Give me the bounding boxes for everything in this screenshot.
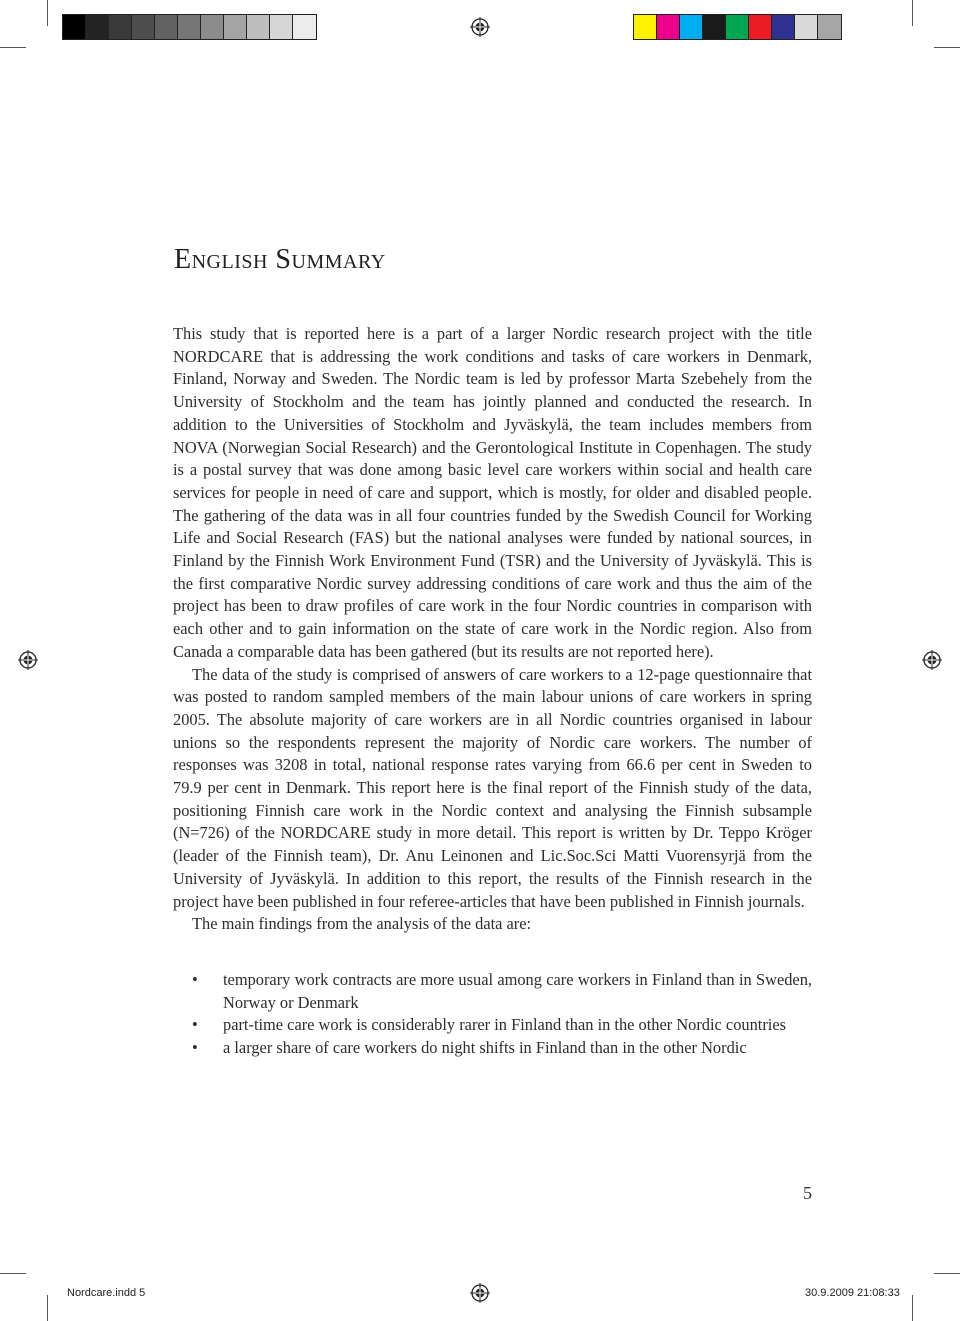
gray-swatch-5 [155, 15, 178, 39]
grayscale-color-bar [62, 14, 317, 40]
bullet-symbol: • [192, 1015, 198, 1035]
crop-mark [934, 47, 960, 48]
color-swatch-6 [749, 15, 772, 39]
color-swatch-3 [680, 15, 703, 39]
crop-mark [47, 0, 48, 26]
slug-timestamp: 30.9.2009 21:08:33 [805, 1287, 900, 1299]
list-item [173, 969, 812, 1014]
list-item-text: temporary work contracts are more usual among care workers in Finland than in Sweden, Norway or Denmark [223, 969, 812, 1012]
list-item-text: a larger share of care workers do night shifts in Finland than in the other Nordic [223, 1038, 747, 1058]
gray-swatch-7 [201, 15, 224, 39]
gray-swatch-3 [109, 15, 132, 39]
gray-swatch-11 [293, 15, 316, 39]
crop-mark [0, 47, 26, 48]
bullet-symbol: • [192, 969, 198, 989]
findings-list [173, 969, 812, 1060]
color-swatch-9 [818, 15, 841, 39]
color-swatch-2 [657, 15, 680, 39]
color-swatch-5 [726, 15, 749, 39]
gray-swatch-2 [86, 15, 109, 39]
crop-mark [912, 0, 913, 26]
summary-body [173, 323, 812, 1060]
page-title: English Summary [174, 244, 386, 275]
color-swatch-4 [703, 15, 726, 39]
paragraph-data: The data of the study is comprised of answers of care workers to a 12-page questionnaire that was posted to random sampled members of the main labour unions of care workers in spring 2005. The absolute majority of care workers are in all Nordic countries organised in labour unions so the respondents represent the majority of Nordic care workers. The number of responses was 3208 in total, national response rates varying from 66.6 per cent in Sweden to 79.9 per cent in Denmark. This report here is the final report of the Finnish study of the data, positioning Finnish care work in the Nordic context and analysing the Finnish subsample (N=726) of the NORDCARE study in more detail. This report is written by Dr. Teppo Kröger (leader of the Finnish team), Dr. Anu Leinonen and Lic.Soc.Sci Matti Vuorensyrjä from the University of Jyväskylä. In addition to this report, the results of the Finnish research in the project have been published in four referee-articles that have been published in Finnish journals. [173, 664, 812, 911]
crop-mark [47, 1295, 48, 1321]
list-item-text: part-time care work is considerably rarer in Finland than in the other Nordic countries [223, 1015, 787, 1035]
gray-swatch-6 [178, 15, 201, 39]
paragraph-intro: This study that is reported here is a part of a larger Nordic research project with the title NORDCARE that is addressing the work conditions and tasks of care workers in Denmark, Finland, Norway and Sweden. The Nordic team is led by professor Marta Szebehely from the University of Stockholm and the team has jointly planned and conducted the research. In addition to the Universities of Stockholm and Jyväskylä, the team includes members from NOVA (Norwegian Social Research) and the Gerontological Institute in Copenhagen. The study is a postal survey that was done among basic level care workers within social and health care services for people in need of care and support, which is mostly, for older and disabled people. The gathering of the data was in all four countries funded by the Swedish Council for Working Life and Social Research (FAS) but the national analyses were funded by national sources, in Finland by the Finnish Work Environment Fund (TSR) and the University of Jyväskylä. This is the first comparative Nordic survey addressing conditions of care work and thus the aim of the project has been to draw profiles of care work in the four Nordic countries in comparison with each other and to gain information on the state of care work in the Nordic region. Also from Canada a comparable data has been gathered (but its results are not reported here). [173, 324, 812, 661]
process-color-bar [633, 14, 842, 40]
gray-swatch-8 [224, 15, 247, 39]
list-item [173, 1037, 812, 1060]
color-swatch-7 [772, 15, 795, 39]
crop-mark [912, 1295, 913, 1321]
color-swatch-8 [795, 15, 818, 39]
crop-mark [0, 1273, 26, 1274]
page-number: 5 [803, 1183, 812, 1203]
color-swatch-1 [634, 15, 657, 39]
slug-filename: Nordcare.indd 5 [67, 1287, 146, 1299]
gray-swatch-4 [132, 15, 155, 39]
list-item [173, 1014, 812, 1037]
registration-mark-icon [922, 650, 942, 670]
gray-swatch-9 [247, 15, 270, 39]
registration-mark-icon [470, 1283, 490, 1303]
bullet-symbol: • [192, 1038, 198, 1058]
crop-mark [934, 1273, 960, 1274]
registration-mark-icon [470, 17, 490, 37]
registration-mark-icon [18, 650, 38, 670]
gray-swatch-1 [63, 15, 86, 39]
gray-swatch-10 [270, 15, 293, 39]
paragraph-findings-lead: The main findings from the analysis of the data are: [192, 914, 532, 934]
